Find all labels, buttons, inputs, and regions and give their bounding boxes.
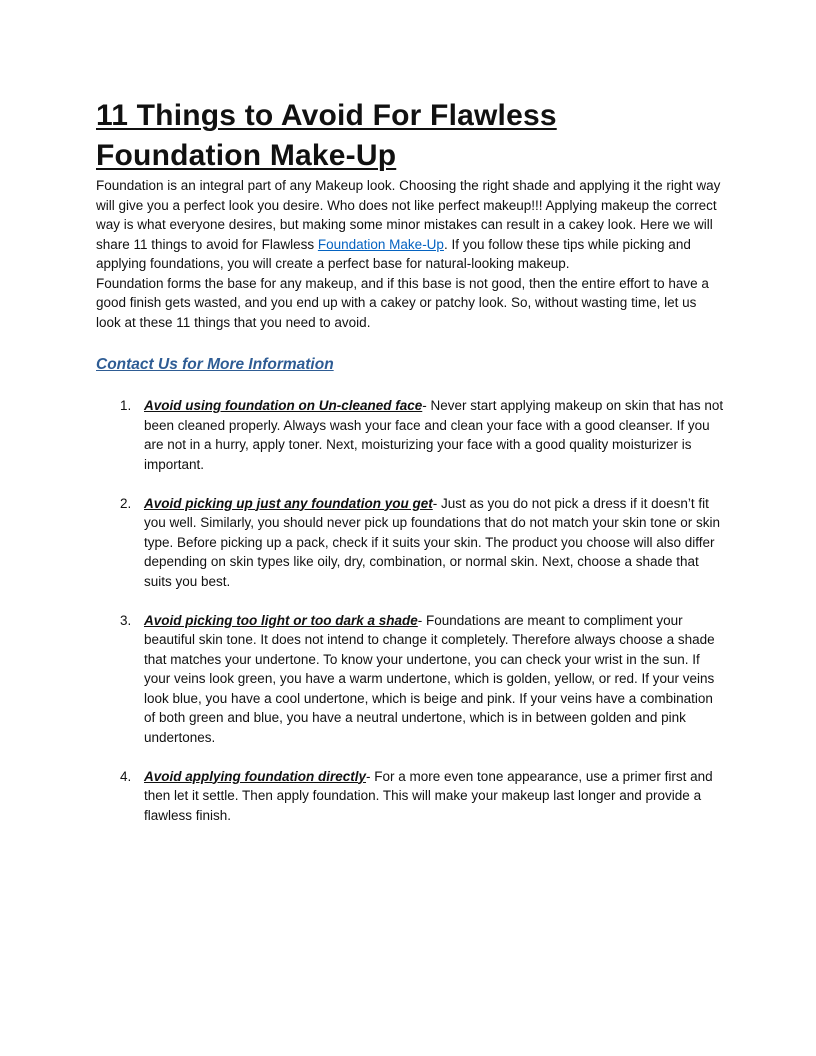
tip-text: - Foundations are meant to compliment your beautiful skin tone. It does not intend to change it completely. Therefore always choose a shade that matches your undertone. To know your undertone, you can check your wrist in the sun. If your veins look green, you have a warm undertone, which is golden, yellow, or red. If your veins look blue, you have a cool undertone, which is beige and pink. If your veins have a combination of both green and blue, you have a neutral undertone, which is in between golden and pink undertones. — [144, 612, 715, 745]
document-page — [96, 96, 724, 845]
list-item — [96, 396, 724, 474]
page-title: 11 Things to Avoid For Flawless Foundation Make-Up — [96, 99, 557, 172]
list-item-number: 3. — [120, 612, 132, 628]
intro-text-end: . If you follow these tips while picking and applying foundations, you will create a perfect base for natural-looking makeup. — [96, 236, 691, 271]
contact-heading-link[interactable]: Contact Us for More Information — [96, 356, 334, 373]
tip-text: - Never start applying makeup on skin that has not been cleaned properly. Always wash your face and clean your face with a good cleanser. If you are not in a hurry, apply toner. Next, moisturizing your face with a good quality moisturizer is important. — [144, 398, 724, 472]
intro-paragraph — [96, 176, 724, 274]
tip-text: - For a more even tone appearance, use a primer first and then let it settle. Then apply foundation. This will make your makeup last longer and provide a flawless finish. — [144, 768, 713, 823]
tip-heading: Avoid using foundation on Un-cleaned face — [144, 398, 423, 413]
second-paragraph: Foundation forms the base for any makeup, and if this base is not good, then the entire effort to have a good finish gets wasted, and you end up with a cakey or patchy look. So, without wasting time, let us look at these 11 things that you need to avoid. — [96, 275, 709, 330]
tip-heading: Avoid picking too light or too dark a shade — [144, 612, 418, 628]
list-item-number: 1. — [120, 398, 132, 413]
list-item-number: 2. — [120, 495, 132, 511]
tip-heading: Avoid applying foundation directly — [144, 768, 367, 784]
list-item — [96, 611, 724, 748]
tip-text: - Just as you do not pick a dress if it doesn’t fit you well. Similarly, you should never pick up foundations that do not match your skin tone or skin type. Before picking up a pack, check if it suits your skin. The product you choose will also differ depending on skin types like oily, dry, combination, or normal skin. Next, choose a shade that suits you best. — [144, 495, 721, 589]
tips-list — [96, 396, 724, 825]
tip-heading: Avoid picking up just any foundation you get — [144, 495, 433, 511]
foundation-makeup-link[interactable]: Foundation Make-Up — [317, 236, 444, 252]
intro-text-start: Foundation is an integral part of any Makeup look. Choosing the right shade and applying it the right way will give you a perfect look you desire. Who does not like perfect makeup!!! Applying makeup the correct way is what everyone desires, but making some minor mistakes can result in a cakey look. Here we will share 11 things to avoid for Flawless — [96, 178, 721, 252]
list-item-number: 4. — [120, 768, 132, 784]
list-item — [96, 494, 724, 592]
list-item — [96, 767, 724, 826]
